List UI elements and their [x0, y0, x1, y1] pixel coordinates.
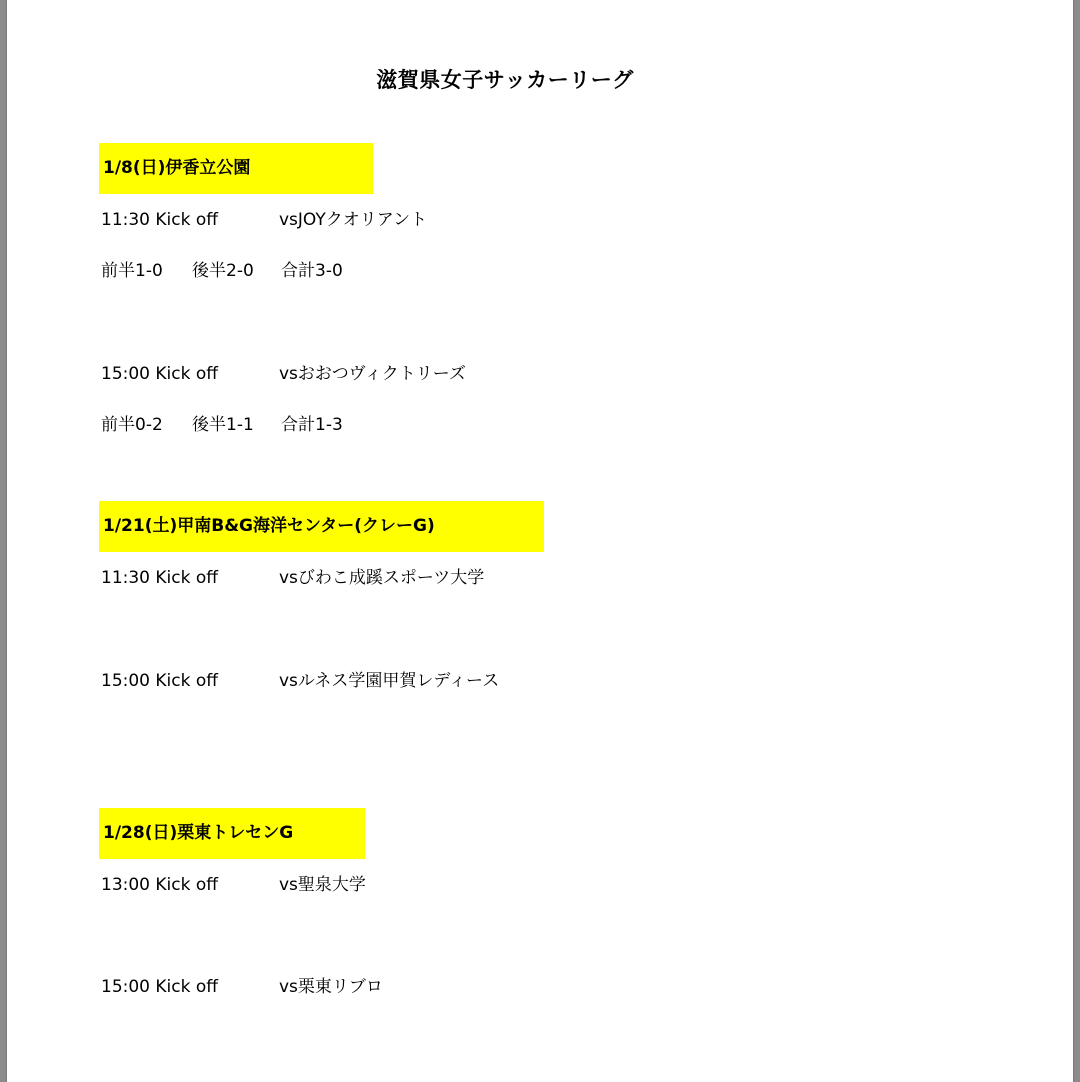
page-title: 滋賀県女子サッカーリーグ — [376, 68, 634, 92]
match-row — [101, 567, 484, 589]
opponent: vsびわこ成蹊スポーツ大学 — [279, 568, 485, 588]
document-page — [7, 0, 1073, 1082]
kickoff-time: 11:30 Kick off — [101, 210, 218, 230]
opponent: vsおおつヴィクトリーズ — [279, 364, 466, 384]
match-row — [101, 209, 427, 231]
match-row — [101, 874, 366, 896]
kickoff-time: 15:00 Kick off — [101, 977, 218, 997]
second-half-score: 後半1-1 — [192, 415, 254, 435]
venue-header-day-1: 1/8(日)伊香立公園 — [99, 143, 373, 194]
venue-header-day-3: 1/28(日)栗東トレセンG — [99, 808, 365, 859]
match-row — [101, 976, 383, 998]
first-half-score: 前半0-2 — [101, 415, 163, 435]
venue-header-day-2: 1/21(土)甲南B&G海洋センター(クレーG) — [99, 501, 544, 552]
opponent: vsルネス学園甲賀レディース — [279, 671, 500, 691]
opponent: vs栗東リブロ — [279, 977, 383, 997]
match-row — [101, 363, 466, 385]
total-score: 合計1-3 — [281, 415, 343, 435]
kickoff-time: 13:00 Kick off — [101, 875, 218, 895]
match-row — [101, 670, 499, 692]
first-half-score: 前半1-0 — [101, 261, 163, 281]
score-row — [101, 260, 343, 282]
kickoff-time: 15:00 Kick off — [101, 364, 218, 384]
second-half-score: 後半2-0 — [192, 261, 254, 281]
opponent: vsJOYクオリアント — [279, 210, 428, 230]
total-score: 合計3-0 — [281, 261, 343, 281]
opponent: vs聖泉大学 — [279, 875, 366, 895]
score-row — [101, 414, 343, 436]
kickoff-time: 11:30 Kick off — [101, 568, 218, 588]
kickoff-time: 15:00 Kick off — [101, 671, 218, 691]
